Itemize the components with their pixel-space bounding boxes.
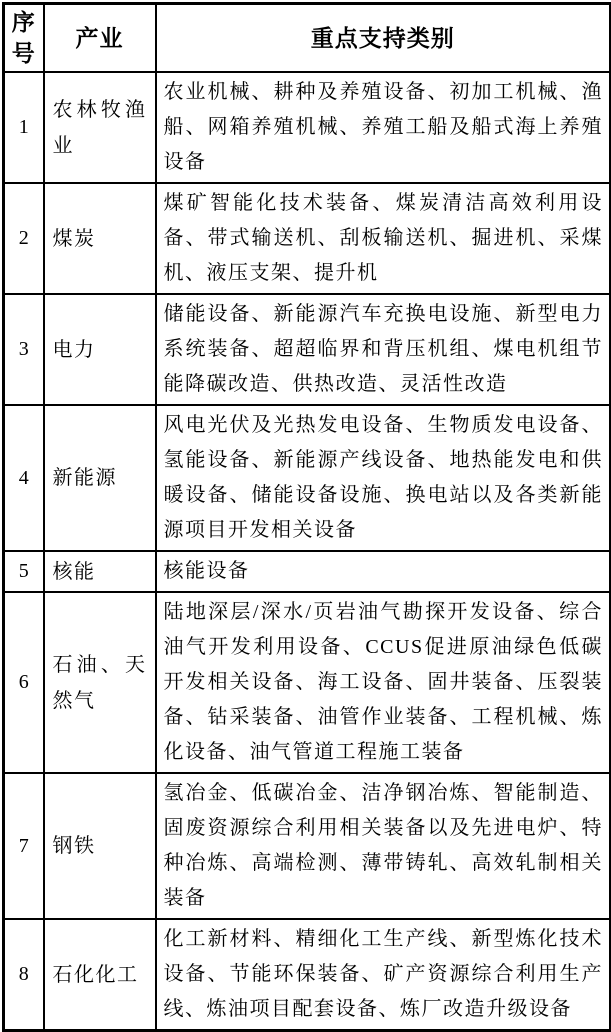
row-number-cell: 7 xyxy=(4,773,44,919)
categories-cell: 氢冶金、低碳冶金、洁净钢冶炼、智能制造、固废资源综合利用相关装备以及先进电炉、特种冶炼、高端检测、薄带铸轧、高效轧制相关装备 xyxy=(156,773,611,919)
table-row xyxy=(4,773,611,919)
row-number-cell: 6 xyxy=(4,592,44,773)
industry-cell: 石油、天然气 xyxy=(44,592,156,773)
table-row xyxy=(4,551,611,592)
industry-cell: 电力 xyxy=(44,294,156,405)
industry-cell: 核能 xyxy=(44,551,156,592)
header-row xyxy=(4,4,611,73)
categories-cell: 陆地深层/深水/页岩油气勘探开发设备、综合油气开发利用设备、CCUS促进原油绿色低碳开发相关设备、海工设备、固井装备、压裂装备、钻采装备、油管作业装备、工程机械、炼化设备、油气管道工程施工装备 xyxy=(156,592,611,773)
table-row xyxy=(4,592,611,773)
industry-cell: 煤炭 xyxy=(44,183,156,294)
header-cell-no: 序号 xyxy=(4,4,44,73)
industry-cell: 石化化工 xyxy=(44,919,156,1031)
row-number-cell: 5 xyxy=(4,551,44,592)
row-number-cell: 1 xyxy=(4,72,44,183)
categories-cell: 核能设备 xyxy=(156,551,611,592)
row-number-cell: 4 xyxy=(4,405,44,551)
table-row xyxy=(4,72,611,183)
header-cell-industry: 产业 xyxy=(44,4,156,73)
table-row xyxy=(4,294,611,405)
row-number-cell: 2 xyxy=(4,183,44,294)
table-header xyxy=(4,4,611,73)
industry-cell: 农林牧渔业 xyxy=(44,72,156,183)
categories-cell: 储能设备、新能源汽车充换电设施、新型电力系统装备、超超临界和背压机组、煤电机组节能降碳改造、供热改造、灵活性改造 xyxy=(156,294,611,405)
categories-cell: 化工新材料、精细化工生产线、新型炼化技术设备、节能环保装备、矿产资源综合利用生产线、炼油项目配套设备、炼厂改造升级设备 xyxy=(156,919,611,1031)
table-row xyxy=(4,183,611,294)
categories-cell: 煤矿智能化技术装备、煤炭清洁高效利用设备、带式输送机、刮板输送机、掘进机、采煤机、液压支架、提升机 xyxy=(156,183,611,294)
table-row xyxy=(4,405,611,551)
header-cell-categories: 重点支持类别 xyxy=(156,4,611,73)
industry-support-table xyxy=(2,2,611,1032)
row-number-cell: 8 xyxy=(4,919,44,1031)
industry-cell: 钢铁 xyxy=(44,773,156,919)
industry-cell: 新能源 xyxy=(44,405,156,551)
categories-cell: 农业机械、耕种及养殖设备、初加工机械、渔船、网箱养殖机械、养殖工船及船式海上养殖设备 xyxy=(156,72,611,183)
categories-cell: 风电光伏及光热发电设备、生物质发电设备、氢能设备、新能源产线设备、地热能发电和供暖设备、储能设备设施、换电站以及各类新能源项目开发相关设备 xyxy=(156,405,611,551)
row-number-cell: 3 xyxy=(4,294,44,405)
table-body xyxy=(4,72,611,1031)
table-row xyxy=(4,919,611,1031)
